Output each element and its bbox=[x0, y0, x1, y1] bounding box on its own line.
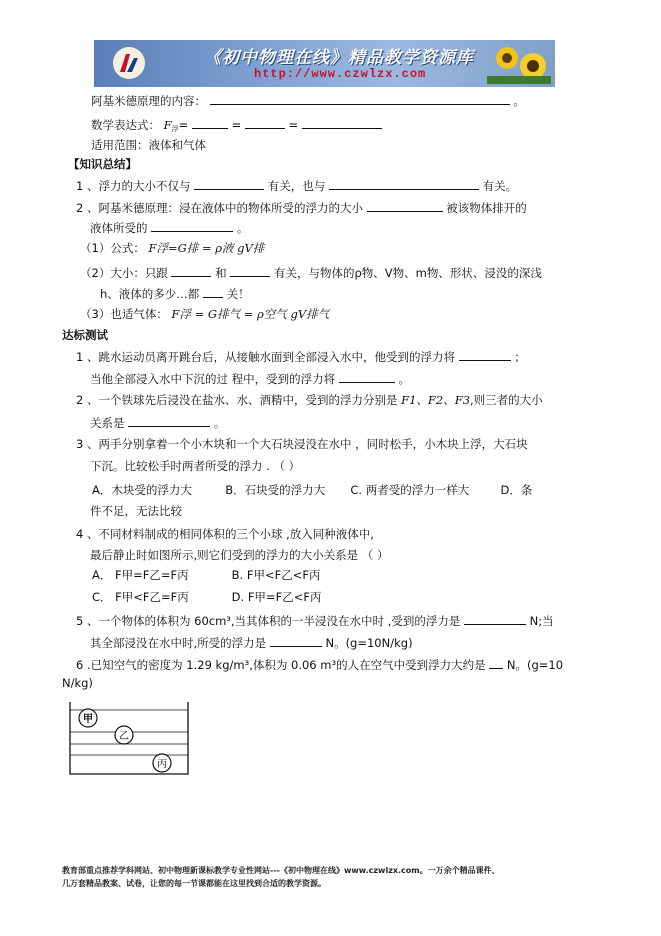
q2-forces: F1、F2、F3 bbox=[401, 393, 471, 407]
ball-yi-label: 乙 bbox=[119, 731, 129, 742]
size-c: 有关，与物体的ρ物、V物、m物、形状、浸没的深浅 bbox=[273, 266, 542, 280]
sunflower-icon bbox=[487, 44, 551, 84]
test-heading: 达标测试 bbox=[62, 328, 108, 342]
summary-item2-d: 。 bbox=[236, 221, 249, 235]
ball-jia-label: 甲 bbox=[83, 714, 93, 725]
summary-size-cont bbox=[100, 285, 250, 302]
question-2 bbox=[76, 393, 543, 408]
summary-item1-a: 1 、浮力的大小不仅与 bbox=[76, 179, 191, 193]
blank-expr-3[interactable] bbox=[302, 116, 382, 129]
banner-url[interactable]: http://www.czwlzx.com bbox=[254, 67, 427, 81]
q4-option-c[interactable]: C． F甲<F乙=F丙 bbox=[92, 590, 189, 604]
blank-q5-1[interactable] bbox=[464, 612, 526, 625]
summary-heading: 【知识总结】 bbox=[68, 157, 137, 171]
blank-q2[interactable] bbox=[128, 414, 210, 427]
summary-item2-a: 2 、阿基米德原理：浸在液体中的物体所受的浮力的大小 bbox=[76, 201, 363, 215]
size-a: （2）大小：只跟 bbox=[80, 266, 168, 280]
expr-F: F bbox=[163, 118, 172, 132]
q4-options-row2 bbox=[92, 590, 321, 605]
footer-line-1: 教育部重点推荐学科网站、初中物理新课标教学专业性网站---《初中物理在线》www.czwlzx.com。一万余个精品课件、 bbox=[62, 866, 500, 875]
blank-expr-1[interactable] bbox=[192, 116, 228, 129]
question-5-cont bbox=[90, 634, 413, 651]
q3-option-b[interactable]: B．石块受的浮力大 bbox=[225, 483, 326, 497]
question-2-cont bbox=[90, 414, 225, 431]
balls-in-liquid-figure bbox=[64, 700, 194, 776]
blank-expr-2[interactable] bbox=[245, 116, 285, 129]
blank-item2-2[interactable] bbox=[151, 219, 233, 232]
banner-title: 《初中物理在线》精品教学资源库 bbox=[204, 48, 474, 68]
q3-option-c[interactable]: C. 两者受的浮力一样大 bbox=[350, 483, 470, 497]
expr-eq-3: = bbox=[288, 118, 299, 132]
summary-gas bbox=[80, 307, 329, 322]
q2-d: 。 bbox=[213, 416, 226, 430]
q4-option-a[interactable]: A． F甲=F乙=F丙 bbox=[92, 568, 189, 582]
question-6 bbox=[76, 656, 563, 673]
summary-formula bbox=[80, 241, 264, 256]
q3-option-a[interactable]: A．木块受的浮力大 bbox=[92, 483, 192, 497]
blank-item1-1[interactable] bbox=[194, 177, 264, 190]
q1-d: 。 bbox=[398, 372, 410, 386]
question-1-cont bbox=[90, 370, 410, 387]
blank-q1-2[interactable] bbox=[339, 370, 395, 383]
q1-c: 当他全部浸入水中下沉的过 程中，受到的浮力将 bbox=[90, 372, 336, 386]
q1-b: ； bbox=[514, 350, 526, 364]
question-1 bbox=[76, 348, 526, 365]
q4-options-row1 bbox=[92, 568, 320, 583]
gas-formula: F浮 = G排气 = ρ空气 gV排气 bbox=[171, 307, 330, 321]
blank-size-3[interactable] bbox=[203, 285, 223, 298]
page-footer bbox=[62, 864, 622, 890]
blank-size-1[interactable] bbox=[171, 264, 211, 277]
expr-sub: 浮 bbox=[171, 125, 179, 133]
footer-line-2: 几万套精品教案、试卷，让您的每一节课都能在这里找到合适的教学资源。 bbox=[62, 879, 326, 888]
archimedes-content-label: 阿基米德原理的内容： bbox=[91, 94, 206, 108]
archimedes-content-end: 。 bbox=[513, 94, 525, 108]
q2-b: ,则三者的大小 bbox=[470, 393, 543, 407]
summary-item1-c: 有关。 bbox=[482, 179, 518, 193]
summary-item-1 bbox=[76, 177, 517, 194]
summary-item1-b: 有关，也与 bbox=[267, 179, 326, 193]
q4-option-d[interactable]: D. F甲=F乙<F丙 bbox=[231, 590, 322, 604]
formula-text: F浮=G排 = ρ液 gV排 bbox=[148, 241, 265, 255]
q5-d: N。(g=10N/kg) bbox=[325, 636, 413, 650]
formula-label: （1）公式： bbox=[80, 241, 145, 255]
archimedes-content-line bbox=[91, 92, 525, 109]
blank-item1-2[interactable] bbox=[329, 177, 479, 190]
gas-label: （3）也适气体： bbox=[80, 307, 168, 321]
summary-item2-b: 被该物体排开的 bbox=[446, 201, 527, 215]
q4-b: 最后静止时如图所示,则它们受到的浮力的大小关系是 （ ） bbox=[90, 548, 389, 562]
site-logo-icon bbox=[112, 46, 146, 80]
archimedes-expr-label: 数学表达式： bbox=[91, 118, 160, 132]
q5-c: 其全部浸没在水中时,所受的浮力是 bbox=[90, 636, 267, 650]
blank-q5-2[interactable] bbox=[270, 634, 322, 647]
expr-eq-1: = bbox=[178, 118, 189, 132]
q5-a: 5 、一个物体的体积为 60cm³,当其体积的一半浸没在水中时 ,受到的浮力是 bbox=[76, 614, 461, 628]
q5-b: N;当 bbox=[529, 614, 554, 628]
archimedes-expr-line bbox=[91, 116, 382, 137]
blank-size-2[interactable] bbox=[230, 264, 270, 277]
q1-a: 1 、跳水运动员离开跳台后，从接触水面到全部浸入水中，他受到的浮力将 bbox=[76, 350, 455, 364]
size-e: 关！ bbox=[226, 287, 250, 301]
q3-a: 3 、两手分别拿着一个小木块和一个大石块浸没在水中 ，同时松手，小木块上浮，大石块 bbox=[76, 437, 528, 451]
summary-item-2 bbox=[76, 199, 527, 216]
q3-option-d[interactable]: D．条 bbox=[500, 483, 533, 497]
ball-bing-label: 丙 bbox=[157, 759, 167, 770]
q6-c: N/kg) bbox=[62, 676, 93, 690]
q4-a: 4 、不同材料制成的相同体积的三个小球 ,放入同种液体中, bbox=[76, 527, 374, 541]
q3-options bbox=[92, 483, 532, 498]
blank-q1-1[interactable] bbox=[459, 348, 511, 361]
summary-size bbox=[80, 264, 542, 281]
blank-q6[interactable] bbox=[489, 656, 503, 669]
header-banner bbox=[94, 40, 555, 87]
expr-eq-2: = bbox=[231, 118, 242, 132]
size-d: h、液体的多少…都 bbox=[100, 287, 200, 301]
blank-item2-1[interactable] bbox=[367, 199, 443, 212]
q2-a: 2 、一个铁球先后浸没在盐水、水、酒精中，受到的浮力分别是 bbox=[76, 393, 398, 407]
q3-option-d-cont: 件不足，无法比较 bbox=[90, 504, 182, 518]
blank-archimedes-content[interactable] bbox=[210, 92, 510, 105]
summary-item-2-cont bbox=[90, 219, 248, 236]
question-5 bbox=[76, 612, 554, 629]
size-b: 和 bbox=[215, 266, 227, 280]
q6-b: N。(g=10 bbox=[506, 658, 564, 672]
q4-option-b[interactable]: B. F甲<F乙<F丙 bbox=[231, 568, 321, 582]
archimedes-scope: 适用范围：液体和气体 bbox=[91, 138, 206, 152]
q6-a: 6 .已知空气的密度为 1.29 kg/m³,体积为 0.06 m³的人在空气中受到浮力大约是 bbox=[76, 658, 486, 672]
q2-c: 关系是 bbox=[90, 416, 125, 430]
q3-b: 下沉。比较松手时两者所受的浮力 . （ ） bbox=[90, 459, 301, 473]
summary-item2-c: 液体所受的 bbox=[90, 221, 148, 235]
